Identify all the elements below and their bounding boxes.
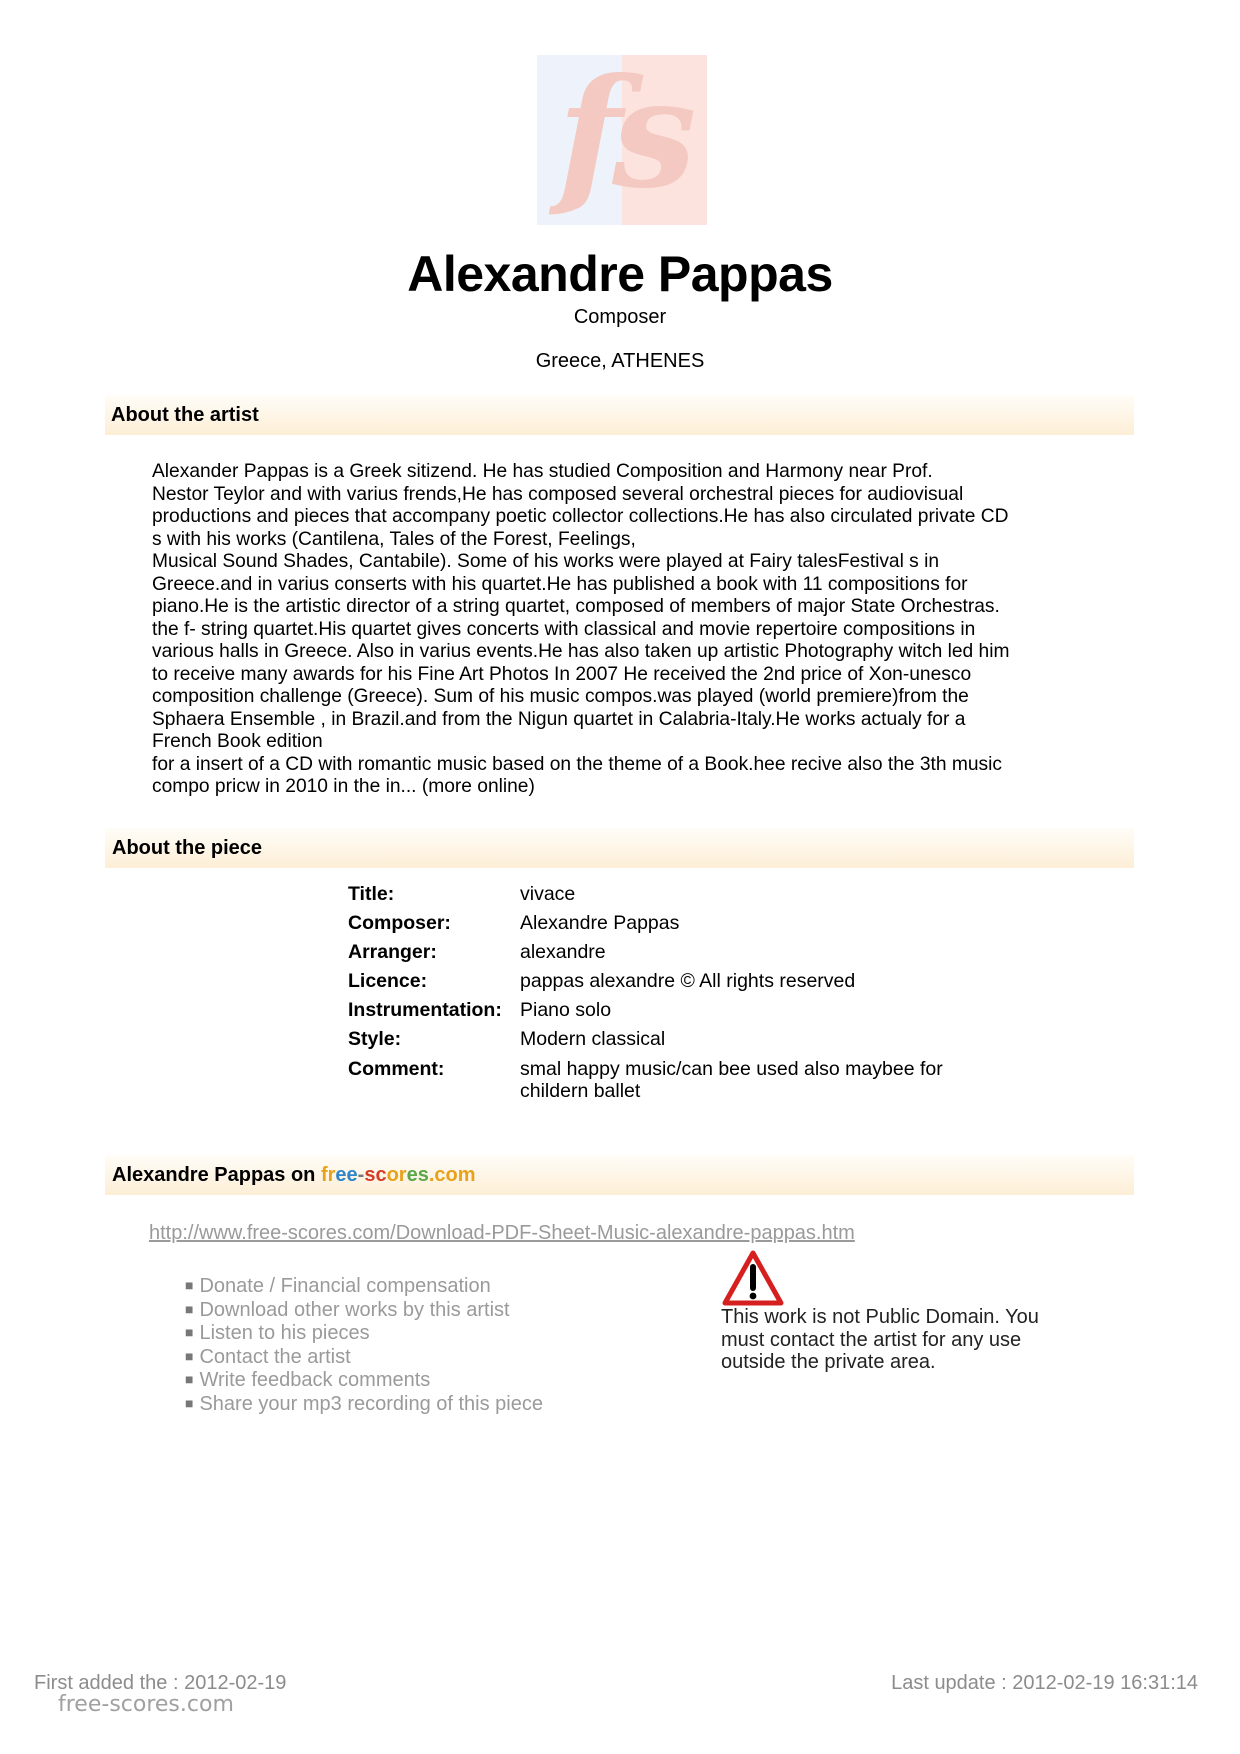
detail-label: Title: [348, 883, 395, 905]
brand-part: .com [428, 1164, 476, 1186]
link-feedback[interactable] [185, 1369, 543, 1393]
link-label: Contact the artist [199, 1345, 351, 1368]
on-site-heading [112, 1164, 476, 1187]
brand-part: ee [335, 1164, 358, 1186]
detail-value-line: childern ballet [520, 1080, 641, 1102]
bio-line: Alexander Pappas is a Greek sitizend. He has studied Composition and Harmony near Prof. [152, 461, 933, 482]
bio-line: French Book edition [152, 731, 323, 752]
detail-label: Comment: [348, 1058, 445, 1080]
detail-style [348, 1025, 1048, 1054]
detail-value: vivace [520, 883, 576, 905]
square-bullet-icon: ■ [185, 1371, 194, 1387]
artist-action-links [185, 1275, 543, 1416]
about-piece-header [105, 828, 1134, 868]
on-site-header [105, 1155, 1134, 1195]
link-label: Share your mp3 recording of this piece [199, 1392, 543, 1415]
detail-value: alexandre [520, 941, 606, 963]
warning-triangle-icon [722, 1250, 784, 1306]
last-update-date: Last update : 2012-02-19 16:31:14 [891, 1672, 1198, 1694]
bio-line: Greece.and in varius conserts with his quartet.He has published a book with 11 compositions for [152, 573, 968, 595]
detail-title [348, 880, 1048, 909]
brand-part: es [406, 1164, 429, 1186]
bio-line: to receive many awards for his Fine Art Photos In 2007 He received the 2nd price of Xon-unesco [152, 663, 972, 685]
bio-line: various halls in Greece. Also in varius events.He has also taken up artistic Photography witch led him [152, 641, 1010, 662]
brand-part: or [386, 1164, 407, 1186]
bio-line: Musical Sound Shades, Cantabile). Some of his works were played at Fairy talesFestival s in [152, 551, 940, 572]
on-site-heading-prefix: Alexandre Pappas on [112, 1164, 321, 1186]
detail-value: pappas alexandre © All rights reserved [520, 970, 856, 992]
notice-line: outside the private area. [721, 1351, 936, 1373]
bio-line: for a insert of a CD with romantic music based on the theme of a Book.hee recive also the 3th music [152, 753, 1002, 775]
bio-line: s with his works (Cantilena, Tales of the Forest, Feelings, [152, 528, 636, 550]
link-label: Listen to his pieces [199, 1322, 370, 1344]
bio-line: compo pricw in 2010 in the in... (more online) [152, 776, 535, 797]
notice-line: must contact the artist for any use [721, 1328, 1022, 1351]
link-label: Download other works by this artist [199, 1298, 510, 1321]
notice-line: This work is not Public Domain. You [721, 1306, 1039, 1328]
square-bullet-icon: ■ [185, 1277, 194, 1293]
bio-line: piano.He is the artistic director of a string quartet, composed of members of major State Orchestras. [152, 596, 1000, 617]
detail-arranger [348, 938, 1048, 967]
link-contact[interactable] [185, 1346, 543, 1370]
link-share-mp3[interactable] [185, 1393, 543, 1417]
footer-brand-logo: free-scores.com [58, 1692, 234, 1717]
about-artist-heading: About the artist [111, 404, 259, 426]
logo-fs-mark: fs [557, 55, 687, 222]
link-label: Write feedback comments [199, 1369, 431, 1391]
free-scores-brand-link[interactable] [321, 1164, 476, 1186]
bio-line: productions and pieces that accompany poetic collector collections.He has also circulated private CD [152, 506, 1009, 527]
detail-label: Style: [348, 1028, 402, 1050]
piece-details [348, 880, 1048, 1102]
square-bullet-icon: ■ [185, 1324, 194, 1340]
detail-composer [348, 909, 1048, 938]
square-bullet-icon: ■ [185, 1394, 194, 1411]
square-bullet-icon: ■ [185, 1300, 194, 1317]
link-donate[interactable] [185, 1275, 543, 1299]
copyright-notice [721, 1306, 1081, 1374]
free-scores-logo [537, 55, 707, 225]
artist-name: Alexandre Pappas [407, 246, 833, 302]
artist-location: Greece, ATHENES [535, 350, 705, 372]
detail-label: Arranger: [348, 941, 437, 963]
link-label: Donate / Financial compensation [199, 1275, 491, 1297]
first-added-date: First added the : 2012-02-19 [34, 1672, 287, 1694]
square-bullet-icon: ■ [185, 1347, 194, 1364]
detail-label: Instrumentation: [348, 999, 502, 1021]
detail-comment [348, 1054, 1048, 1102]
detail-label: Composer: [348, 912, 451, 934]
about-artist-header [105, 395, 1134, 435]
detail-value: Piano solo [520, 999, 612, 1021]
detail-label: Licence: [348, 970, 428, 992]
link-download-works[interactable] [185, 1299, 543, 1323]
bio-line: composition challenge (Greece). Sum of his music compos.was played (world premiere)from the [152, 686, 969, 707]
detail-instrumentation [348, 996, 1048, 1025]
bio-line: Sphaera Ensemble , in Brazil.and from the Nigun quartet in Calabria-Italy.He works actualy for a [152, 708, 966, 730]
about-piece-heading: About the piece [112, 837, 263, 859]
brand-part: - [357, 1164, 365, 1186]
bio-line: Nestor Teylor and with varius frends,He has composed several orchestral pieces for audiovisual [152, 483, 964, 505]
artist-biography [152, 461, 1092, 799]
link-listen[interactable] [185, 1322, 543, 1346]
detail-value: Alexandre Pappas [520, 912, 680, 934]
artist-page-url[interactable]: http://www.free-scores.com/Download-PDF-Sheet-Music-alexandre-pappas.htm [149, 1222, 855, 1244]
bio-line: the f- string quartet.His quartet gives concerts with classical and movie repertoire compositions in [152, 618, 976, 640]
brand-part: fr [320, 1164, 336, 1186]
brand-part: sc [364, 1164, 387, 1186]
detail-value-line: smal happy music/can bee used also maybee for [520, 1058, 943, 1080]
detail-value: Modern classical [520, 1028, 666, 1050]
detail-licence [348, 967, 1048, 996]
artist-role: Composer [573, 306, 667, 328]
